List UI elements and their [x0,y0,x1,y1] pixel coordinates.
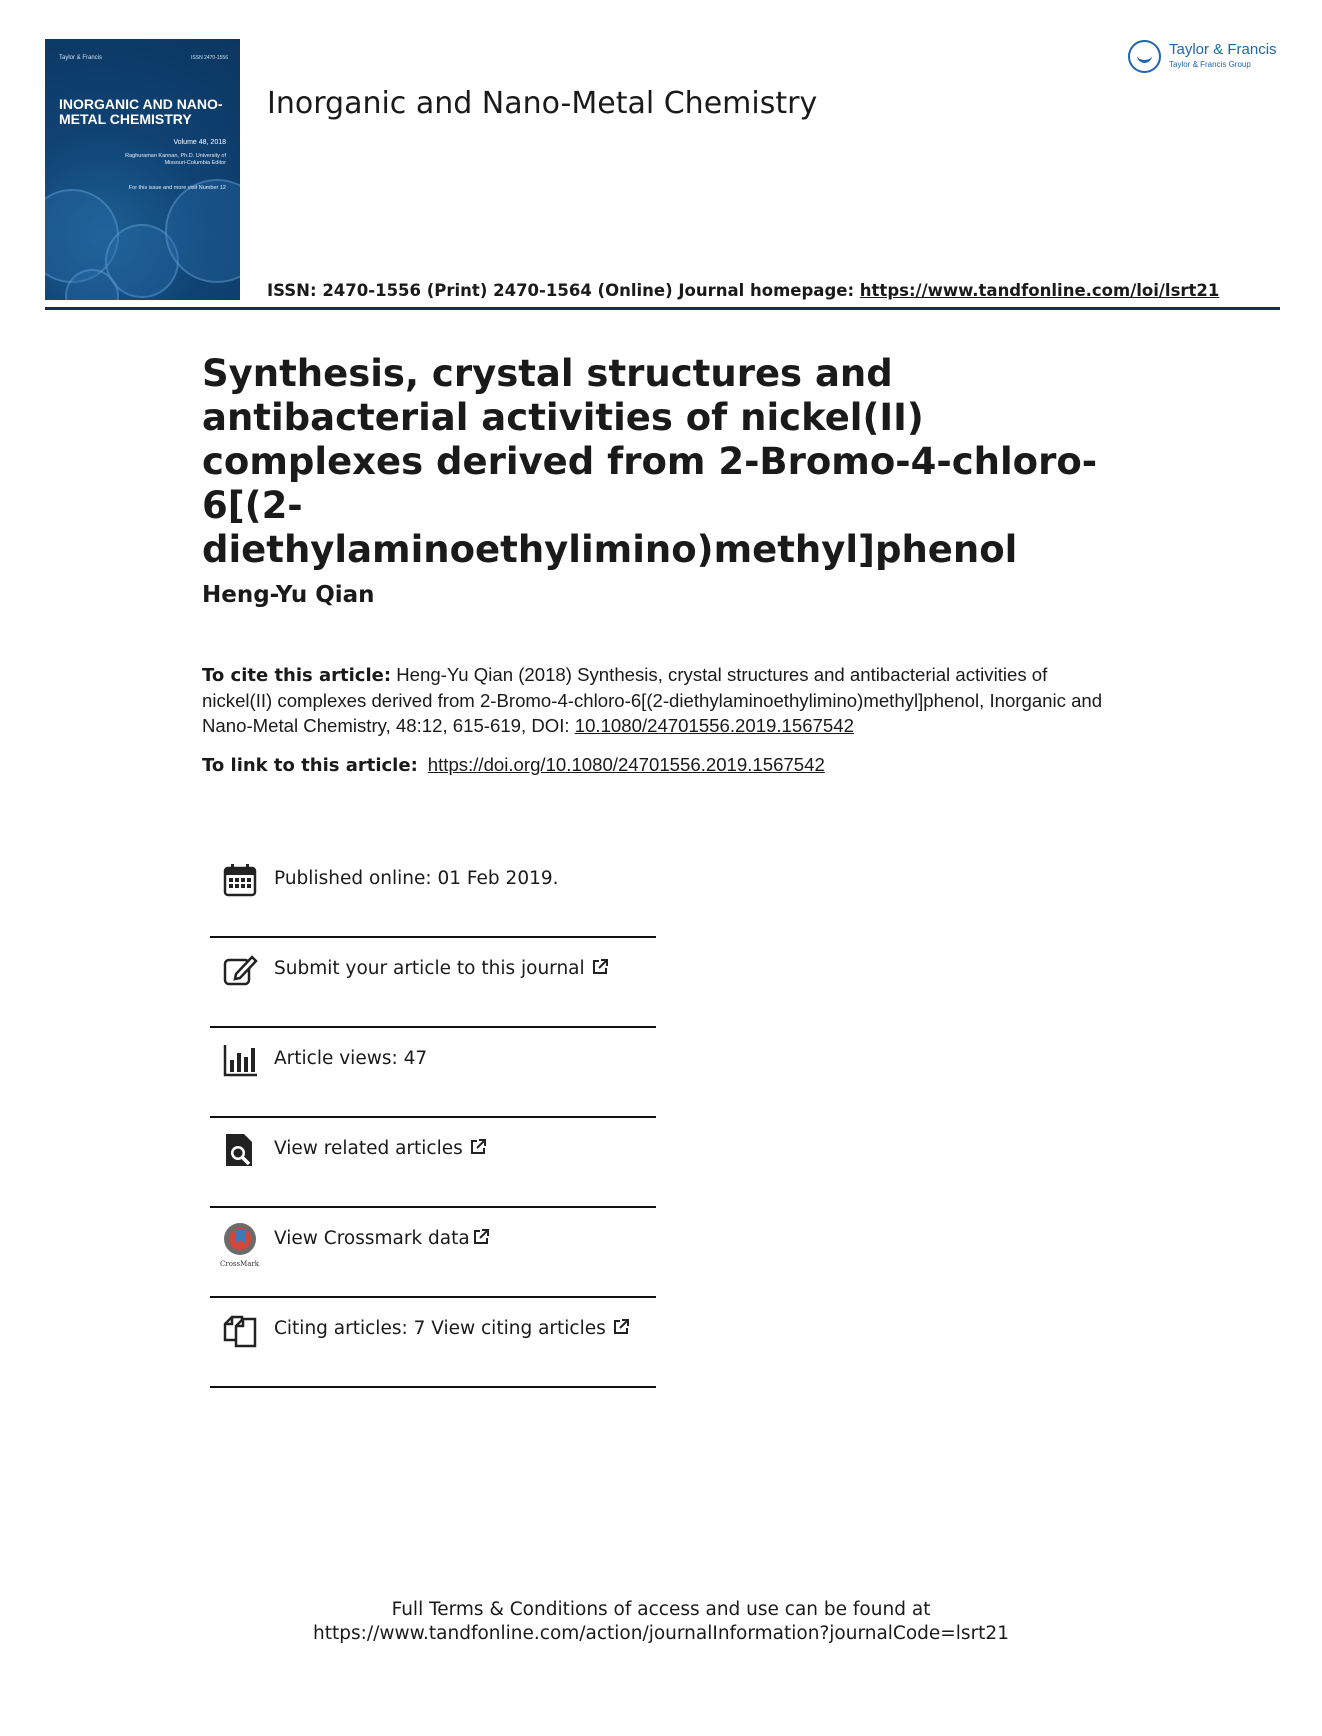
crossmark-label: View Crossmark data [274,1228,470,1249]
footer-terms [0,1598,1322,1646]
external-link-icon [469,1138,487,1156]
citing-articles-label: Citing articles: 7 View citing articles [274,1318,606,1339]
journal-title: Inorganic and Nano-Metal Chemistry [267,86,818,121]
header-divider [45,307,1280,310]
crossmark-caption: CrossMark [220,1260,260,1268]
doi-link[interactable]: 10.1080/24701556.2019.1567542 [574,715,854,736]
cover-volume: Volume 48, 2018 [173,139,226,146]
cover-issn: ISSN 2470-1556 [191,55,228,61]
submit-article-label: Submit your article to this journal [274,958,585,979]
cover-title: INORGANIC AND NANO-METAL CHEMISTRY [59,96,223,127]
cover-publisher: Taylor & Francis [59,55,103,61]
journal-cover-image [45,39,240,300]
cover-editor: Raghuraman Kannan, Ph.D. University of Missouri-Columbia Editor [125,153,226,166]
related-articles-label: View related articles [274,1138,463,1159]
footer-terms-text: Full Terms & Conditions of access and use can be found at [391,1599,931,1620]
publisher-logo[interactable] [1128,38,1278,78]
submit-article-link[interactable] [274,958,609,979]
document-search-icon [222,1132,258,1168]
publisher-group: Taylor & Francis Group [1169,60,1251,69]
bar-chart-icon [222,1042,258,1078]
publisher-brand: Taylor & Francis [1169,41,1277,58]
submit-article-item[interactable] [210,938,656,1028]
cover-number: For this issue and more visit Number 12 [128,185,226,191]
journal-homepage-link[interactable]: https://www.tandfonline.com/loi/lsrt21 [859,281,1220,300]
published-online-item [210,848,656,938]
citation-block [202,662,1122,738]
external-link-icon [472,1228,490,1246]
footer-terms-url[interactable]: https://www.tandfonline.com/action/journalInformation?journalCode=lsrt21 [313,1623,1009,1644]
citing-articles-link[interactable] [274,1318,630,1339]
related-articles-link[interactable] [274,1138,487,1159]
article-title: Synthesis, crystal structures and antibacterial activities of nickel(II) complexes derived from 2-Bromo-4-chloro-6[(2-diethylaminoethylimino)methyl]phenol [202,352,1098,571]
issn-text: ISSN: 2470-1556 (Print) 2470-1564 (Online) Journal homepage: [267,281,860,300]
crossmark-item[interactable] [210,1208,656,1298]
article-info-list [210,848,656,1388]
external-link-icon [612,1318,630,1336]
citation-label: To cite this article: [202,665,392,686]
edit-icon [222,952,258,988]
article-views-item [210,1028,656,1118]
crossmark-link[interactable] [274,1228,490,1249]
article-views-text: Article views: 47 [274,1048,428,1069]
citing-articles-item[interactable] [210,1298,656,1388]
calendar-icon [222,862,258,898]
publisher-logo-icon [1128,40,1161,73]
related-articles-item[interactable] [210,1118,656,1208]
issn-line [267,281,1219,300]
article-author: Heng-Yu Qian [202,582,375,608]
published-online-text: Published online: 01 Feb 2019. [274,868,559,889]
article-link-line [202,754,825,776]
article-link-label: To link to this article: [202,755,418,776]
crossmark-icon [222,1222,258,1258]
external-link-icon [591,958,609,976]
article-doi-url[interactable]: https://doi.org/10.1080/24701556.2019.1567542 [427,754,825,775]
citation-text: Heng-Yu Qian (2018) Synthesis, crystal structures and antibacterial activities of nickel(II) complexes derived from 2-Bromo-4-chloro-6[(2-diethylaminoethylimino)methyl]phenol, Inorganic and Nano-Metal Chemistry, 48:12, 615-619, DOI: [202,664,1103,736]
copy-documents-icon [222,1312,258,1348]
